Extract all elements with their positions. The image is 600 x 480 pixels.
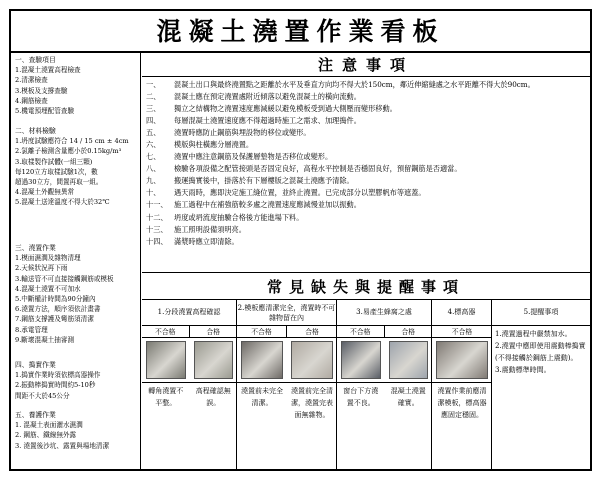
left-section-item: 1. 混凝土表面灑水濕潤 [15,421,83,430]
left-section-item: 5.混凝土送達溫度不得大於32℃ [15,198,110,207]
note-item [142,139,590,151]
note-item [142,127,590,139]
left-section-heading: 一、查驗項目 [15,56,56,64]
note-number: 十一、 [146,200,168,210]
left-section-item: 2. 鋼筋、鐵線無外露 [15,431,77,440]
left-section-item: 3.輸送管不可直接接觸鋼筋或模板 [15,274,114,283]
left-section-heading: 五、養護作業 [15,411,56,419]
board-title: 混凝土澆置作業看板 [11,11,590,53]
left-section-item: 1.搗實作業時須依標高器操作 [15,371,101,380]
left-section-item: 8.承電管理 [15,325,48,334]
board [9,9,592,471]
divider [337,382,431,383]
note-item [142,199,590,211]
note-number: 三、 [146,104,161,114]
divider [142,382,236,383]
pass-photo [194,341,234,379]
note-number: 六、 [146,140,161,150]
defects-grid [142,300,590,469]
note-item [142,187,590,199]
left-section-item: 4.混凝土外觀無異常 [15,188,75,197]
left-section-item: 5.機電預埋配管查驗 [15,107,75,116]
note-number: 十四、 [146,236,168,246]
left-section-item: 3.取樣製作試體(一組三顆) [15,157,93,166]
note-text: 混凝土應在預定澆置處附近傾落以避免混凝土的橫向流動。 [174,92,361,102]
right-panel [142,53,590,469]
left-section-item: 1.混凝土澆置高程檢查 [15,66,81,75]
note-text: 檢驗各項設備之配管接頭是否固定良好，高程水平控制是否穩固良好，預留鋼筋是否適當。 [174,164,462,174]
note-text: 坍度或坍流度抽驗合格後方能進場下料。 [174,212,304,222]
defect-column-title: 4.標高器 [432,300,491,326]
fail-photo [341,341,381,379]
left-section [15,126,139,208]
divider [432,382,491,383]
note-item [142,115,590,127]
left-section [15,360,139,401]
notes-heading: 注意事項 [142,53,590,77]
note-number: 十、 [146,188,161,198]
note-text: 每層混凝土澆置速度應不得超過時施工之需求、加理搗件。 [174,116,361,126]
left-section-item: 5.中斷權計時間為90分鐘內 [15,295,96,304]
left-panel [11,53,141,469]
note-item [142,103,590,115]
left-section-item: 3. 澆置後沙坑、露置與場地清潔 [15,441,110,450]
note-text: 混凝土出口與最終澆置點之距離於水平及垂直方向均不得大於150cm，鄰近伸縮縫處之水平距離不得大於90cm。 [174,80,535,89]
reminder-item: 1.澆置過程中嚴禁加水。 [495,330,572,338]
note-item [142,212,590,224]
note-item [142,163,590,175]
reminder-item: 3.震動標準時間。 [495,366,551,374]
fail-label: 不合格 [432,326,492,338]
note-number: 四、 [146,116,161,126]
defect-column [492,300,590,469]
notes-list [142,79,590,273]
left-section-item: 每120立方取樣試驗1次，數 [15,167,98,176]
note-text: 施工照明設備須明亮。 [174,224,246,234]
note-number: 十三、 [146,224,168,234]
pass-label: 合格 [287,326,337,338]
left-section-heading: 三、澆置作業 [15,244,56,252]
left-section-item: 2.氯離子檢測含量應小於0.15kg/m³ [15,147,122,156]
divider [237,382,336,383]
fail-label: 不合格 [337,326,385,338]
pass-label: 合格 [190,326,238,338]
defect-column [142,300,237,469]
note-item [142,91,590,103]
left-section-heading: 二、材料檢驗 [15,127,56,135]
fail-caption: 澆置作業前應清潔模板，標高器應固定穩固。 [437,387,487,419]
pass-label: 合格 [385,326,433,338]
pass-caption: 混凝土澆置確實。 [390,387,426,407]
note-item [142,79,590,91]
left-section-item: 2.清潔檢查 [15,76,48,85]
left-section-item: 7.鋼筋支撐護及彎筋須清潔 [15,315,94,324]
fail-caption: 轉角澆置不平整。 [148,387,184,407]
defect-column [237,300,337,469]
defect-column [432,300,492,469]
left-section-item: 6.澆置方法，順序須依計畫書 [15,305,101,314]
defect-column-title: 2.模板應清潔完全，澆置時不可雜物留在內 [237,300,336,326]
left-section [15,243,139,345]
defect-column-title: 5.提醒事項 [492,300,590,326]
note-number: 八、 [146,164,161,174]
note-number: 七、 [146,152,161,162]
fail-photo [241,341,283,379]
note-number: 五、 [146,128,161,138]
note-text: 滿漿時應立即清除。 [174,236,239,246]
pass-photo [291,341,333,379]
defect-column-title: 3.易產生蜂窩之處 [337,300,431,326]
note-item [142,151,590,163]
note-item [142,224,590,236]
note-text: 施工過程中在補強筋較多處之澆置速度應減慢並加以振動。 [174,200,361,210]
fail-photo [436,341,488,379]
left-section-item: 3.模板及支撐查驗 [15,86,68,95]
reminder-list [495,328,587,376]
fail-photo [146,341,186,379]
defect-column [337,300,432,469]
left-section-item: 4.混凝土澆置不可加水 [15,284,81,293]
reminder-item: 2.澆置中應即使用震動棒搗實(不得接觸於鋼筋上震動)。 [495,342,586,362]
left-section-item: 1.模面濕潤及雜物清理 [15,254,81,263]
left-section-item: 超過30立方，間置再取一組。 [15,178,103,187]
left-section-item: 1.坍度試驗應符合 14 / 15 cm ± 4cm [15,137,129,146]
left-section-item: 9.斷壞混凝土抽審測 [15,335,75,344]
note-item [142,236,590,248]
note-text: 遇天雨時，應即決定施工縫位置，並終止澆置。已完成部分以塑膠帆布等遮蓋。 [174,188,426,198]
note-text: 搬運搗實後中，掛落於有下層樓版之混凝土澆應予清除。 [174,176,354,186]
note-number: 九、 [146,176,161,186]
note-text: 澆置時應防止鋼筋與埋設物的移位或變形。 [174,128,311,138]
note-text: 模版與柱橫應分層澆置。 [174,140,254,150]
fail-caption: 澆置前未完全清潔。 [241,387,283,407]
fail-label: 不合格 [142,326,190,338]
note-number: 一、 [146,80,161,89]
note-text: 獨立之結構物之澆置速度應減緩以避免模板受到過大側壓而變形移動。 [174,104,397,114]
left-section-item: 間距不大於45公分 [15,391,70,400]
pass-caption: 澆置前完全清潔，澆置完表面無雜物。 [291,387,333,419]
fail-caption: 窗台下方澆置不良。 [343,387,379,407]
left-section-item: 2.天候狀況再下雨 [15,264,68,273]
left-section-item: 4.鋼筋檢查 [15,96,48,105]
note-item [142,175,590,187]
defects-heading: 常見缺失與提醒事項 [142,274,590,300]
note-number: 十二、 [146,212,168,222]
left-section [15,55,139,116]
pass-caption: 高程確認無誤。 [195,387,231,407]
note-text: 澆置中應注意鋼筋及保護層墊物是否移位或變形。 [174,152,333,162]
defect-column-title: 1.分段澆置高程確認 [142,300,236,326]
left-section [15,410,139,451]
left-section-item: 2.振動棒搗實時間約5-10秒 [15,381,96,390]
note-number: 二、 [146,92,161,102]
pass-photo [389,341,429,379]
fail-label: 不合格 [237,326,287,338]
left-section-heading: 四、搗實作業 [15,361,56,369]
